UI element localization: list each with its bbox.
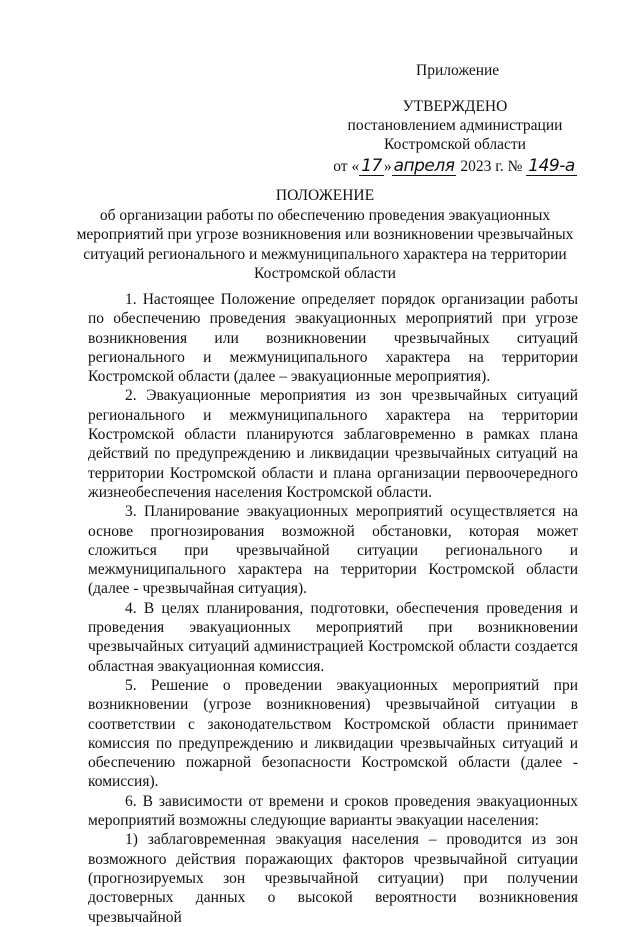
title-heading: ПОЛОЖЕНИЕ — [275, 187, 375, 204]
date-year: 2023 г. № — [460, 158, 523, 175]
resolution-line-2: Костромской области — [384, 136, 526, 153]
subtitle-line: Костромской области — [254, 264, 396, 282]
paragraph: 6. В зависимости от времени и сроков проведения эвакуационных мероприятий возможны следующие варианты эвакуации населения: — [88, 792, 578, 830]
document-body — [88, 290, 578, 927]
document-title — [75, 186, 575, 283]
approval-date-line — [330, 157, 580, 176]
date-month: апреля — [393, 156, 455, 176]
subtitle-line: мероприятий при угрозе возникновения или возникновении чрезвычайных — [76, 226, 574, 244]
approved-label: УТВЕРЖДЕНО — [402, 98, 508, 115]
paragraph: 1. Настоящее Положение определяет порядок организации работы по обеспечению проведения эвакуационных мероприятий при угрозе возникновения или возникновении чрезвычайных ситуаций регионального и межмуниципального характера на территории Костромской области (далее – эвакуационные мероприятия). — [88, 291, 578, 386]
paragraph: 5. Решение о проведении эвакуационных мероприятий при возникновении (угрозе возникновения) чрезвычайной ситуации в соответствии с законодательством Костромской области принимает комиссия по предупреждению и ликвидации чрезвычайных ситуаций и обеспечению пожарной безопасности Костромской области (далее - комиссия). — [88, 676, 578, 791]
paragraph: 3. Планирование эвакуационных мероприятий осуществляется на основе прогнозирования возможной обстановки, которая может сложиться при чрезвычайной ситуации регионального и межмуниципального характера на территории Костромской области (далее - чрезвычайная ситуация). — [88, 503, 578, 598]
resolution-line-1: постановлением администрации — [347, 117, 563, 134]
date-prefix: от « — [333, 158, 360, 175]
date-day: 17 — [361, 156, 382, 176]
paragraph: 1) заблаговременная эвакуация населения – проводится из зон возможного действия поражающих факторов чрезвычайной ситуации (прогнозируемых зон чрезвычайной ситуации) при получении достоверных данных о высокой вероятности возникновения чрезвычайной — [88, 831, 578, 926]
paragraph: 2. Эвакуационные мероприятия из зон чрезвычайных ситуаций регионального и межмуниципального характера на территории Костромской области планируются заблаговременно в рамках плана действий по предупреждению и ликвидации чрезвычайных ситуаций на территории Костромской области и плана организации первоочередного жизнеобеспечения населения Костромской области. — [88, 387, 578, 501]
document-number: 149-а — [528, 156, 575, 176]
approval-block — [330, 97, 580, 176]
paragraph: 4. В целях планирования, подготовки, обеспечения проведения и проведения эвакуационных мероприятий при возникновении чрезвычайных ситуаций администрацией Костромской области создается областная эвакуационная комиссия. — [88, 599, 578, 675]
subtitle-line: ситуаций регионального и межмуниципального характера на территории — [83, 245, 567, 263]
subtitle-line: об организации работы по обеспечению проведения эвакуационных — [99, 207, 551, 225]
date-mid: » — [383, 158, 392, 175]
appendix-label: Приложение — [416, 62, 500, 79]
